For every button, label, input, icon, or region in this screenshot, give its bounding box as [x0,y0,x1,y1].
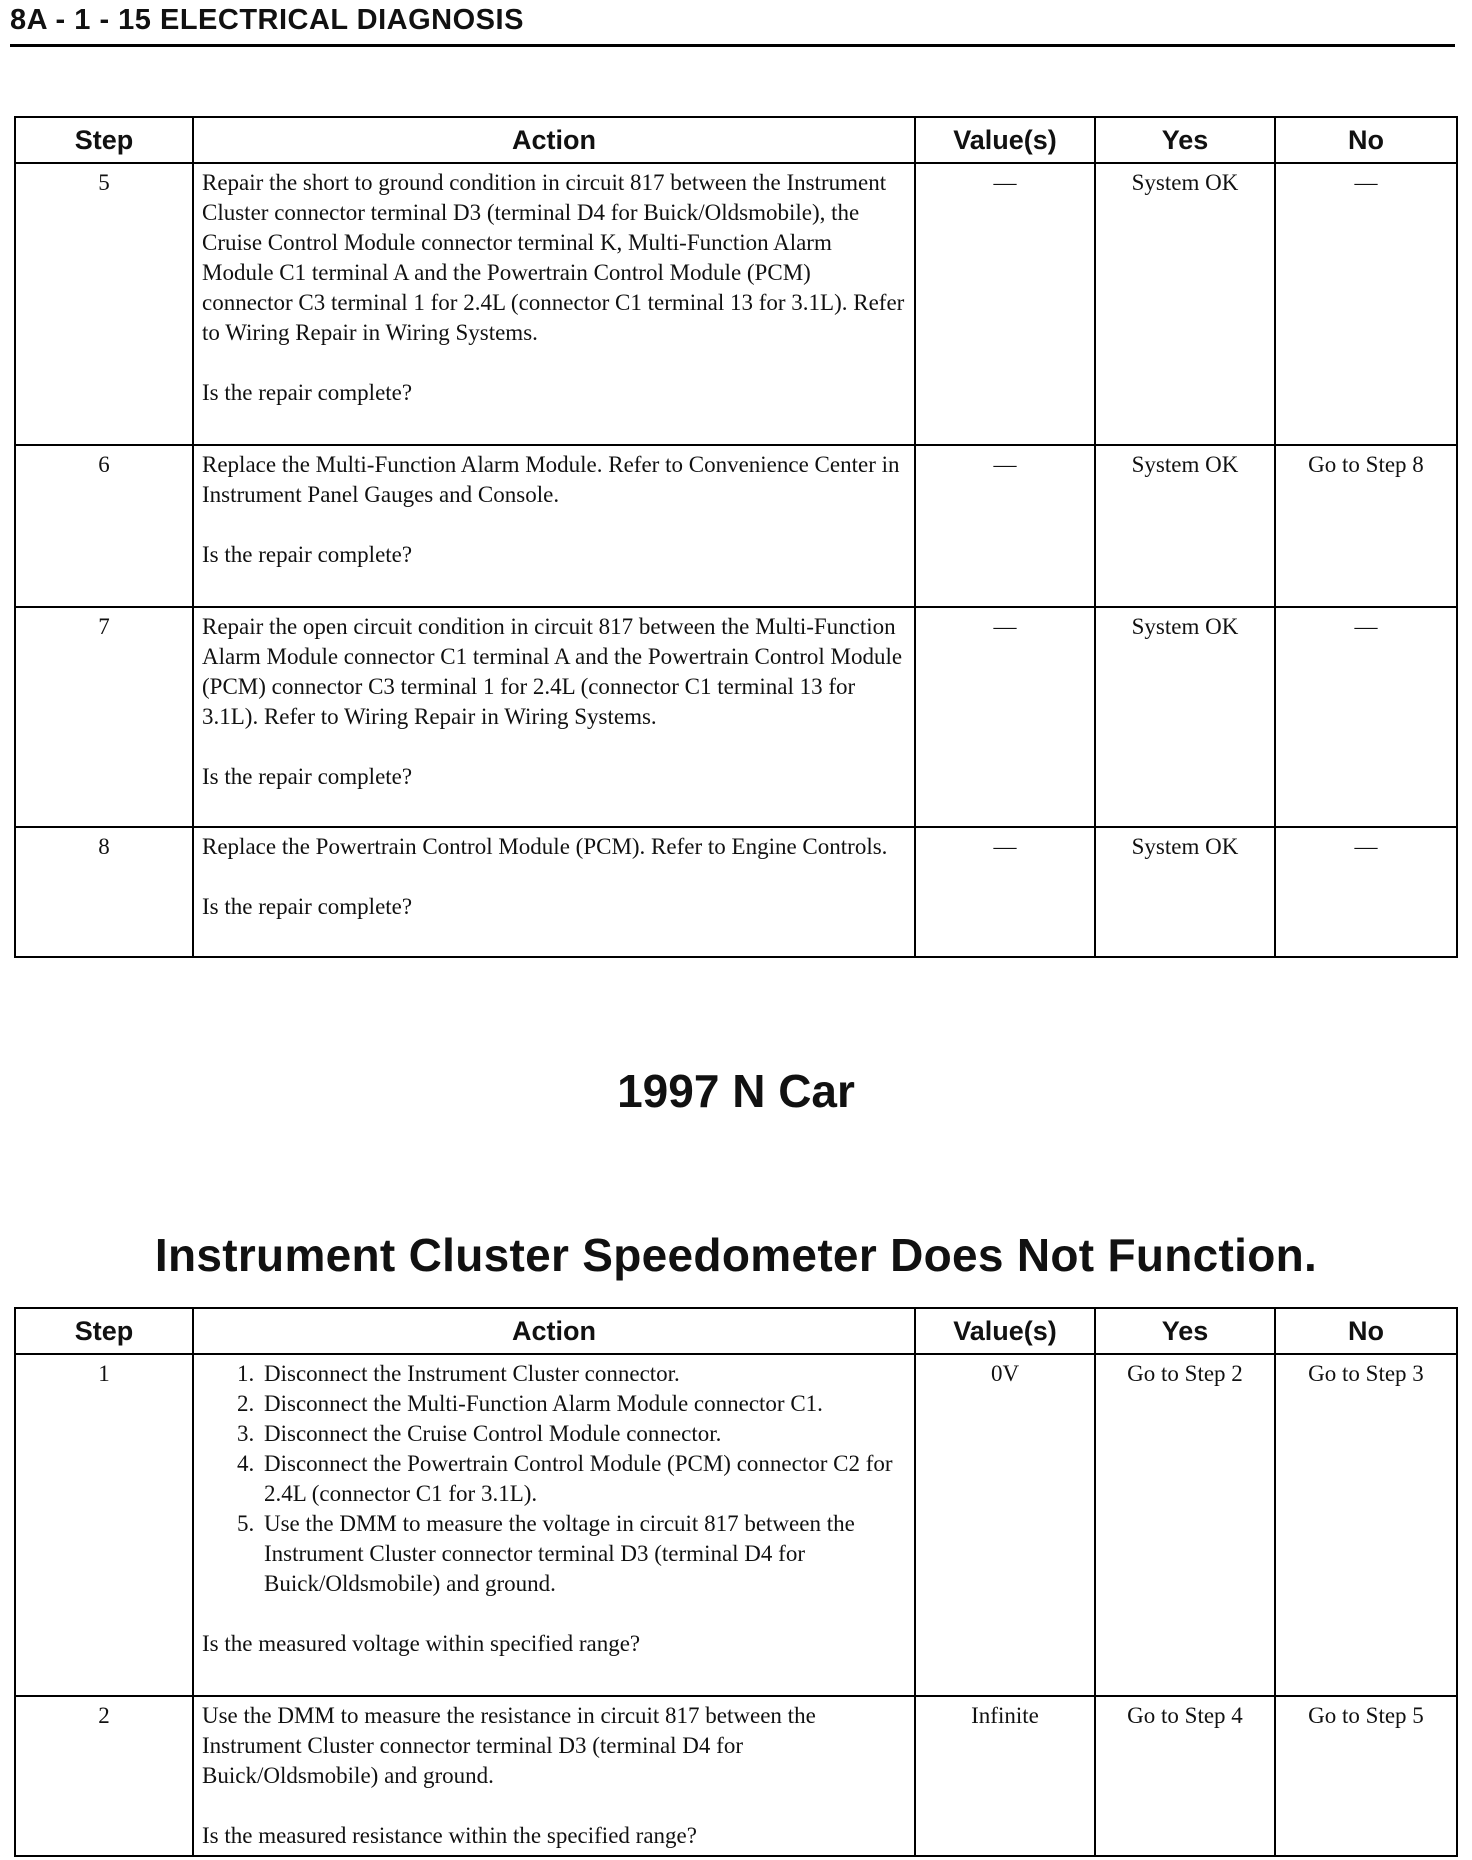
value-cell: Infinite [915,1696,1095,1856]
action-text: Repair the short to ground condition in circuit 817 between the Instrument Cluster connector terminal D3 (terminal D4 for Buick/Oldsmobile), the Cruise Control Module connector terminal K, Multi-Function Alarm Module C1 terminal A and the Powertrain Control Module (PCM) connector C3 terminal 1 for 2.4L (connector C1 terminal 13 for 3.1L). Refer to Wiring Repair in Wiring Systems. [202,170,905,345]
action-text: Use the DMM to measure the resistance in circuit 817 between the Instrument Cluster connector terminal D3 (terminal D4 for Buick/Oldsmobile) and ground. [202,1703,816,1788]
page-header-text: 8A - 1 - 15 ELECTRICAL DIAGNOSIS [10,4,524,36]
list-item: 3. Disconnect the Cruise Control Module connector. [260,1419,906,1449]
action-text: Repair the open circuit condition in circuit 817 between the Multi-Function Alarm Module connector C1 terminal A and the Powertrain Control Module (PCM) connector C3 terminal 1 for 2.4L (connector C1 terminal 13 for 3.1L). Refer to Wiring Repair in Wiring Systems. [202,614,903,729]
value-cell: — [915,445,1095,607]
list-item: 1. Disconnect the Instrument Cluster connector. [260,1359,906,1389]
no-cell: — [1275,827,1457,957]
action-text: Replace the Powertrain Control Module (PCM). Refer to Engine Controls. [202,834,888,859]
col-header-step: Step [15,1308,193,1354]
car-title: 1997 N Car [617,1065,855,1117]
col-header-yes: Yes [1095,1308,1275,1354]
action-cell [193,827,915,957]
action-question: Is the repair complete? [202,764,413,789]
col-header-no: No [1275,117,1457,163]
yes-cell: Go to Step 4 [1095,1696,1275,1856]
step-number: 2 [15,1696,193,1856]
list-item: 4. Disconnect the Powertrain Control Module (PCM) connector C2 for 2.4L (connector C1 for 3.1L). [260,1449,906,1509]
action-cell [193,1696,915,1856]
yes-cell: System OK [1095,607,1275,827]
substep-list [202,1359,906,1599]
no-cell: Go to Step 8 [1275,445,1457,607]
no-cell: — [1275,607,1457,827]
table-row [15,607,1457,827]
col-header-step: Step [15,117,193,163]
action-text: Replace the Multi-Function Alarm Module. Refer to Convenience Center in Instrument Panel Gauges and Console. [202,452,900,507]
page-header [10,4,1455,47]
col-header-action: Action [193,1308,915,1354]
col-header-values: Value(s) [915,117,1095,163]
step-number: 8 [15,827,193,957]
action-cell [193,1354,915,1696]
table-row [15,445,1457,607]
table-header-row [15,1308,1457,1354]
action-cell [193,163,915,445]
step-number: 6 [15,445,193,607]
step-number: 1 [15,1354,193,1696]
diagnostic-table-2 [14,1307,1458,1857]
table-row [15,827,1457,957]
procedure-title: Instrument Cluster Speedometer Does Not Function. [154,1229,1318,1281]
table-row [15,1696,1457,1856]
col-header-values: Value(s) [915,1308,1095,1354]
action-question: Is the measured voltage within specified range? [202,1631,641,1656]
value-cell: — [915,163,1095,445]
value-cell: — [915,607,1095,827]
action-cell [193,607,915,827]
no-cell: — [1275,163,1457,445]
col-header-no: No [1275,1308,1457,1354]
action-question: Is the repair complete? [202,380,413,405]
yes-cell: System OK [1095,445,1275,607]
yes-cell: Go to Step 2 [1095,1354,1275,1696]
col-header-action: Action [193,117,915,163]
list-item: 2. Disconnect the Multi-Function Alarm Module connector C1. [260,1389,906,1419]
value-cell: — [915,827,1095,957]
action-cell [193,445,915,607]
col-header-yes: Yes [1095,117,1275,163]
step-number: 7 [15,607,193,827]
no-cell: Go to Step 5 [1275,1696,1457,1856]
table-row [15,1354,1457,1696]
no-cell: Go to Step 3 [1275,1354,1457,1696]
yes-cell: System OK [1095,827,1275,957]
step-number: 5 [15,163,193,445]
value-cell: 0V [915,1354,1095,1696]
action-question: Is the repair complete? [202,542,413,567]
diagnostic-table-1 [14,116,1458,958]
yes-cell: System OK [1095,163,1275,445]
action-question: Is the repair complete? [202,894,413,919]
table-header-row [15,117,1457,163]
table-row [15,163,1457,445]
action-question: Is the measured resistance within the specified range? [202,1823,697,1848]
list-item: 5. Use the DMM to measure the voltage in circuit 817 between the Instrument Cluster connector terminal D3 (terminal D4 for Buick/Oldsmobile) and ground. [260,1509,906,1599]
